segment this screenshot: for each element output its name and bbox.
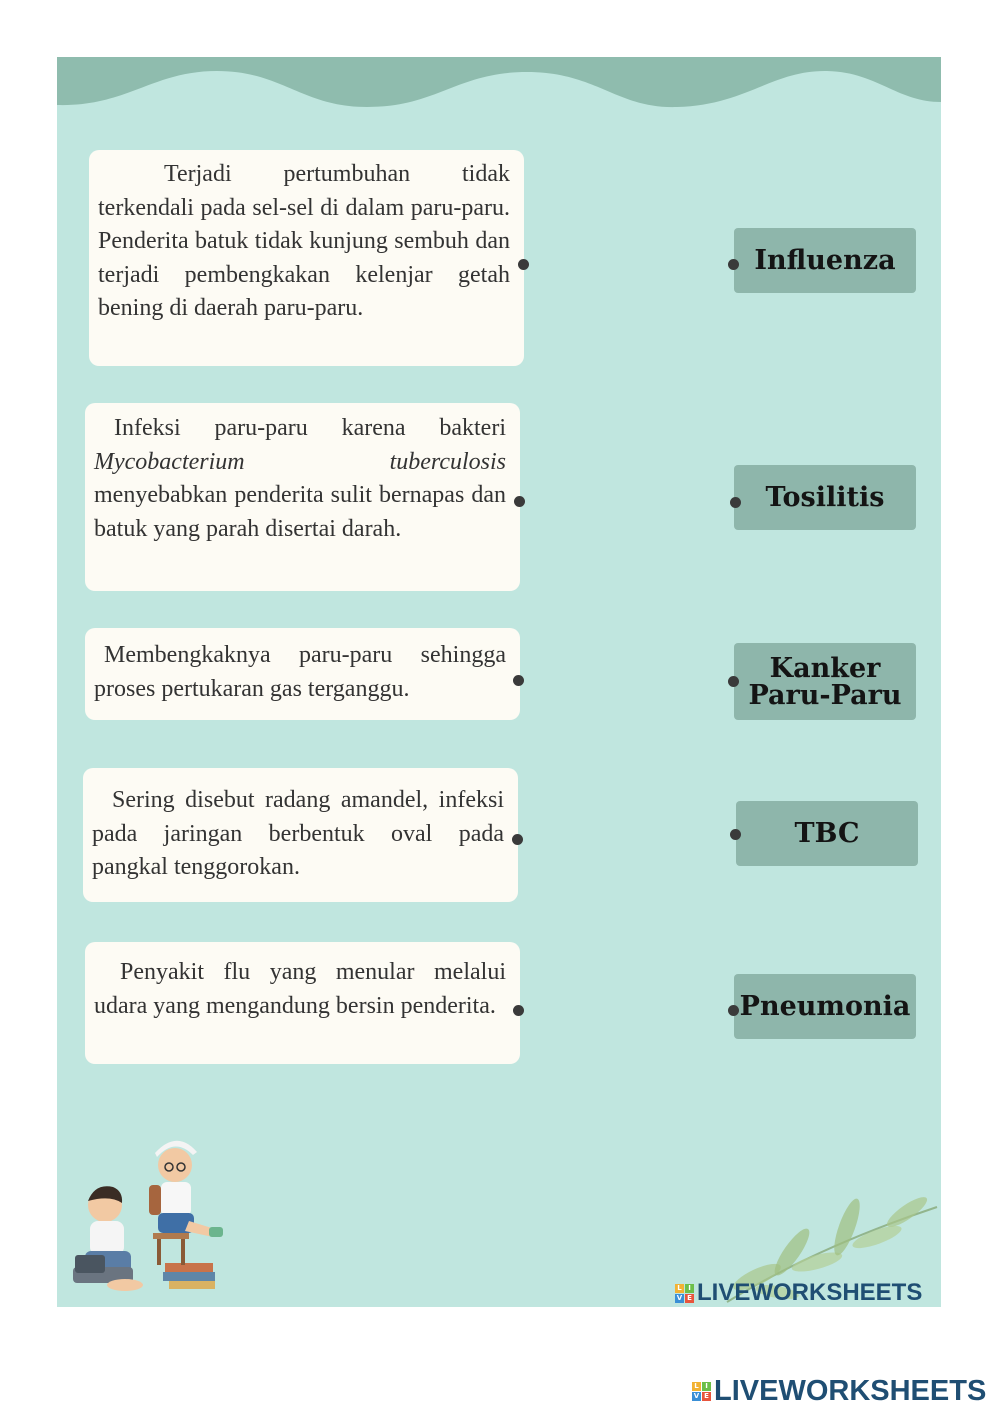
answer-label-kanker: Kanker bbox=[769, 652, 881, 684]
match-dot-left-3[interactable] bbox=[513, 675, 524, 686]
description-text-2-lead: Infeksi paru-paru karena bakteri bbox=[114, 415, 506, 441]
footer-logo-text: LIVEWORKSHEETS bbox=[714, 1375, 987, 1407]
description-text-2 bbox=[94, 412, 506, 546]
description-text-5: Penyakit flu yang menular melalui udara yang mengandung bersin penderita. bbox=[94, 959, 506, 1019]
answer-box-tosilitis[interactable] bbox=[734, 465, 916, 530]
answer-label-paru-paru: Paru-Paru bbox=[748, 679, 902, 711]
match-dot-right-2[interactable] bbox=[730, 497, 741, 508]
description-text-2-italic: Mycobacterium tuberculosis bbox=[94, 448, 506, 475]
match-dot-left-4[interactable] bbox=[512, 834, 523, 845]
answer-box-influenza[interactable] bbox=[734, 228, 916, 293]
answer-box-kanker-paru-paru[interactable] bbox=[734, 643, 916, 720]
match-dot-left-2[interactable] bbox=[514, 496, 525, 507]
inner-logo-text: LIVEWORKSHEETS bbox=[697, 1279, 923, 1306]
answer-label-tbc: TBC bbox=[794, 818, 860, 849]
match-dot-right-5[interactable] bbox=[728, 1005, 739, 1016]
description-text-4: Sering disebut radang amandel, infeksi pada jaringan berbentuk oval pada pangkal tenggorokan. bbox=[92, 787, 504, 880]
description-card-2 bbox=[85, 403, 520, 591]
description-card-1 bbox=[89, 150, 524, 366]
description-card-5 bbox=[85, 942, 520, 1064]
children-reading-illustration bbox=[65, 1125, 235, 1305]
footer-liveworksheets-logo[interactable] bbox=[692, 1375, 986, 1408]
answer-label-influenza: Influenza bbox=[754, 245, 896, 276]
match-dot-right-3[interactable] bbox=[728, 676, 739, 687]
description-card-3 bbox=[85, 628, 520, 720]
description-text-2-rest: menyebabkan penderita sulit bernapas dan batuk yang parah disertai darah. bbox=[94, 482, 506, 542]
inner-liveworksheets-logo bbox=[675, 1279, 922, 1307]
footer-logo-icon: L I V E bbox=[692, 1382, 711, 1401]
wave-header-decoration bbox=[57, 57, 941, 117]
liveworksheets-logo-icon: L I V E bbox=[675, 1284, 694, 1303]
match-dot-left-5[interactable] bbox=[513, 1005, 524, 1016]
worksheet-page bbox=[57, 57, 941, 1307]
answer-label-pneumonia: Pneumonia bbox=[739, 991, 911, 1022]
answer-box-pneumonia[interactable] bbox=[734, 974, 916, 1039]
description-card-4 bbox=[83, 768, 518, 902]
answer-box-tbc[interactable] bbox=[736, 801, 918, 866]
description-text-3: Membengkaknya paru-paru sehingga proses pertukaran gas terganggu. bbox=[94, 642, 506, 702]
answer-label-tosilitis: Tosilitis bbox=[765, 482, 885, 513]
match-dot-right-1[interactable] bbox=[728, 259, 739, 270]
description-text-1: Terjadi pertumbuhan tidak terkendali pada sel-sel di dalam paru-paru. Penderita batuk tidak kunjung sembuh dan terjadi pembengkakan kelenjar getah bening di daerah paru-paru. bbox=[98, 161, 510, 321]
match-dot-left-1[interactable] bbox=[518, 259, 529, 270]
match-dot-right-4[interactable] bbox=[730, 829, 741, 840]
